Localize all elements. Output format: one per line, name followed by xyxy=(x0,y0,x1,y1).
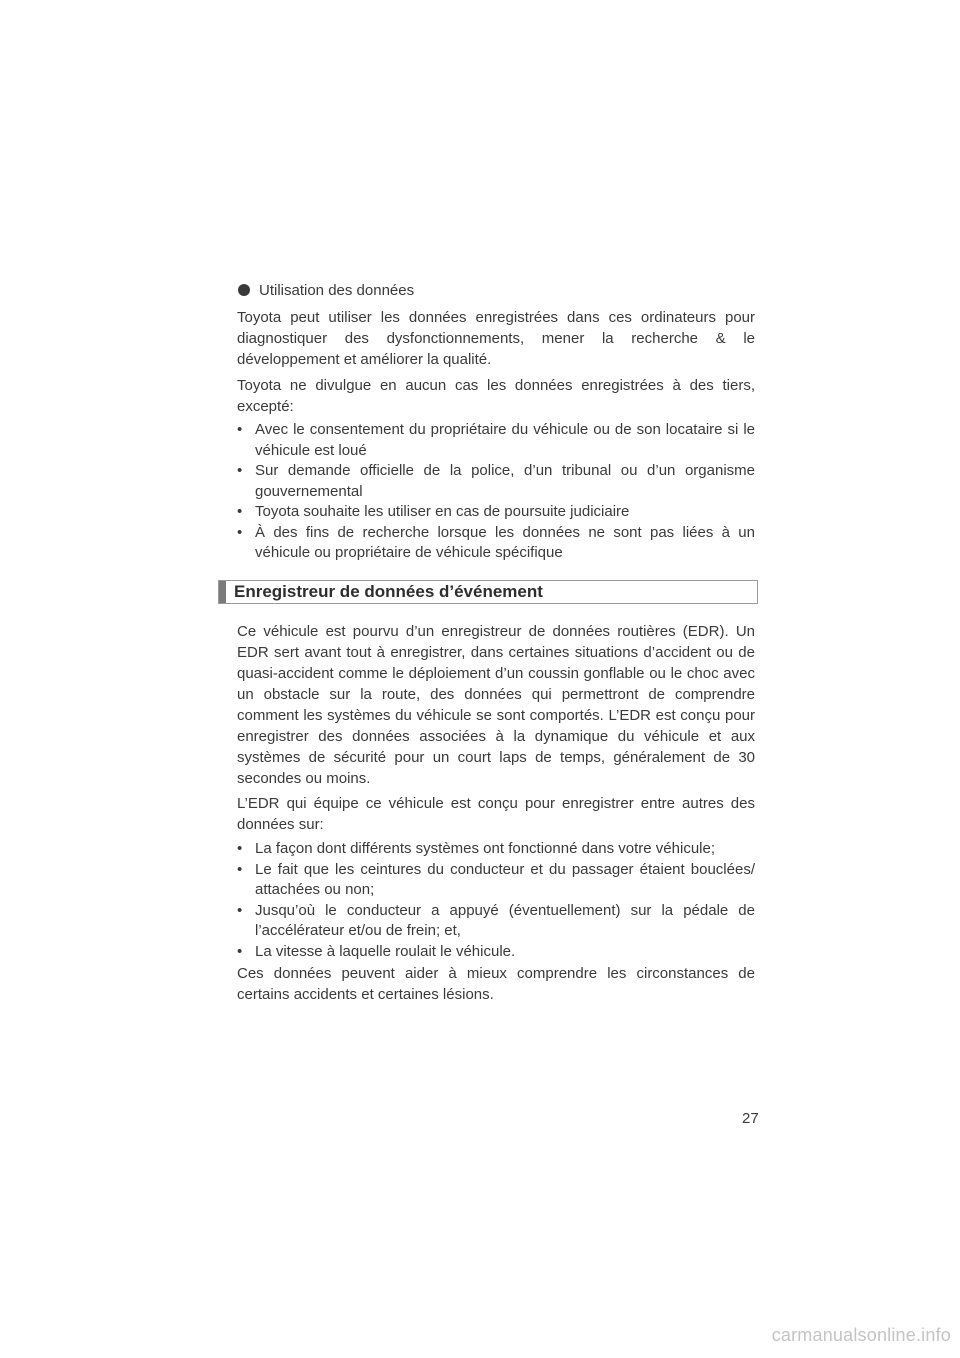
paragraph-usage xyxy=(237,307,755,370)
list-item: • La vitesse à laquelle roulait le véhicule. xyxy=(237,942,755,963)
section-accent xyxy=(219,581,226,603)
paragraph-edr-data xyxy=(237,793,755,835)
exceptions-list xyxy=(237,420,755,564)
list-item: • Toyota souhaite les utiliser en cas de poursuite judiciaire xyxy=(237,502,755,523)
list-item: • Jusqu’où le conducteur a appuyé (éventuellement) sur la pédale de l’accélérateur et/ou de frein; et, xyxy=(237,901,755,942)
paragraph-text: Ces données peuvent aider à mieux comprendre les circonstances de certains accidents et certaines lésions. xyxy=(237,965,755,1003)
paragraph-text: Ce véhicule est pourvu d’un enregistreur de données routières (EDR). Un EDR sert avant tout à enregistrer, dans certaines situations d’accident ou de quasi-accident comme le déploiement d’un coussin gonflable ou le choc avec un obstacle sur la route, des données qui permettront de comprendre comment les systèmes du véhicule se sont comportés. L’EDR est conçu pour enregistrer des données associées à la dynamique du véhicule et aux systèmes de sécurité pour un court laps de temps, généralement de 30 secondes ou moins. xyxy=(237,623,755,787)
bullet-dot-icon xyxy=(238,284,250,296)
page-number: 27 xyxy=(742,1110,759,1127)
list-item: • Le fait que les ceintures du conducteur et du passager étaient bouclées/ attachées ou non; xyxy=(237,860,755,901)
paragraph-edr xyxy=(237,621,755,789)
list-item: • La façon dont différents systèmes ont fonctionné dans votre véhicule; xyxy=(237,839,755,860)
subheading-label: Utilisation des données xyxy=(259,282,415,299)
list-item: • Sur demande officielle de la police, d’un tribunal ou d’un organisme gouvernemental xyxy=(237,461,755,502)
paragraph-text: Toyota peut utiliser les données enregistrées dans ces ordinateurs pour diagnostiquer des dysfonctionnements, mener la recherche & le développement et améliorer la qualité. xyxy=(237,309,755,368)
paragraph-text: L’EDR qui équipe ce véhicule est conçu pour enregistrer entre autres des données sur: xyxy=(237,795,755,833)
edr-data-list xyxy=(237,839,755,962)
paragraph-text: Toyota ne divulgue en aucun cas les données enregistrées à des tiers, excepté: xyxy=(237,377,755,415)
watermark: carmanualsonline.info xyxy=(771,1325,951,1345)
subheading xyxy=(237,280,414,301)
paragraph-disclosure xyxy=(237,375,755,417)
list-item: • Avec le consentement du propriétaire du véhicule ou de son locataire si le véhicule est loué xyxy=(237,420,755,461)
section-header xyxy=(218,580,758,604)
section-title: Enregistreur de données d’événement xyxy=(234,582,543,601)
list-item: • À des fins de recherche lorsque les données ne sont pas liées à un véhicule ou propriétaire de véhicule spécifique xyxy=(237,523,755,564)
paragraph-conclusion xyxy=(237,963,755,1005)
